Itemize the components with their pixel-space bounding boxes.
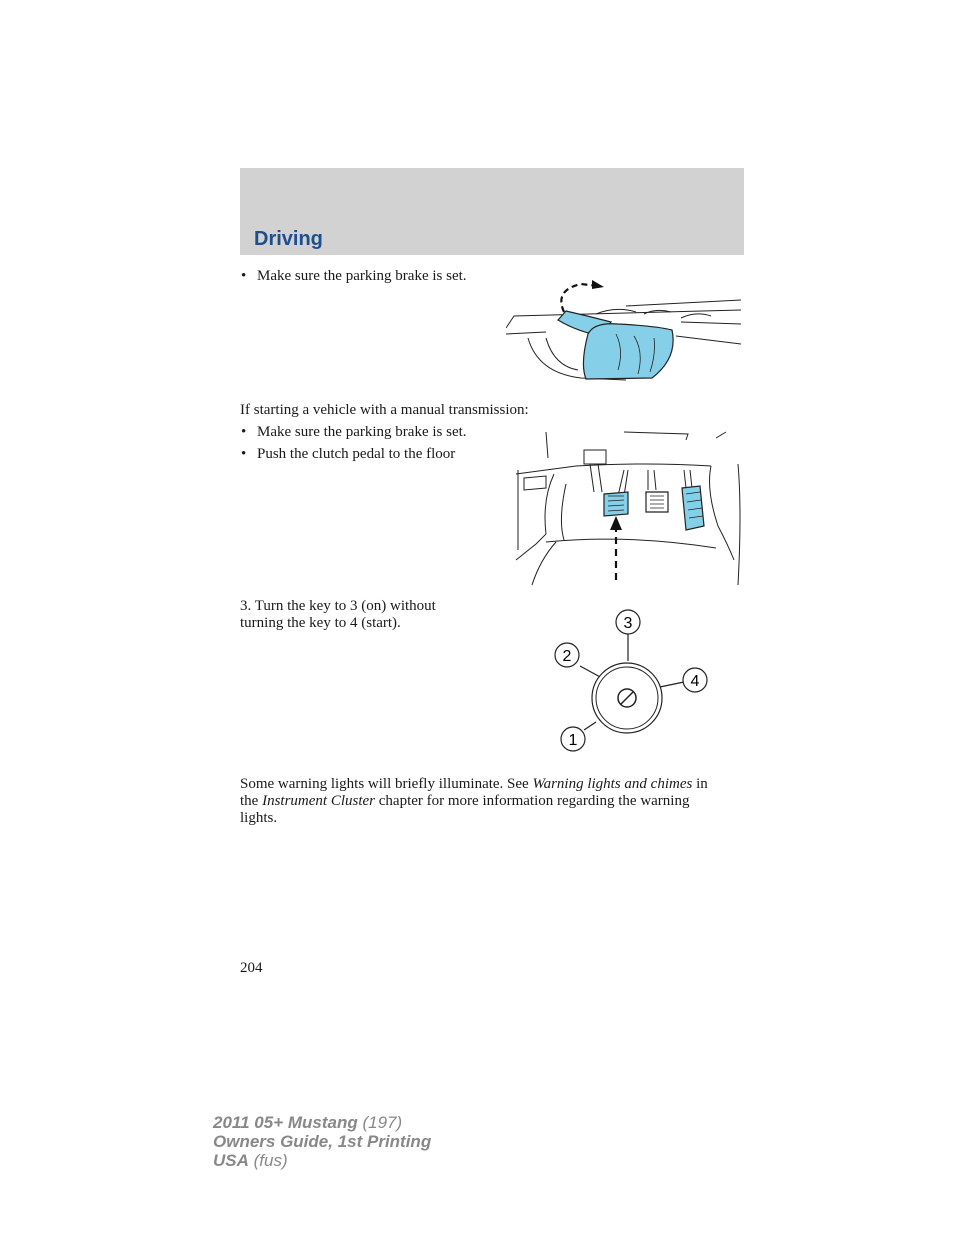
cross-reference-link: Warning lights and chimes: [532, 776, 693, 792]
note-text: Some warning lights will briefly illuminate. See: [240, 776, 533, 792]
clutch-pedal-illustration: [506, 430, 746, 585]
list-item: • Push the clutch pedal to the floor: [240, 446, 495, 463]
cross-reference-link: Instrument Cluster: [262, 793, 375, 809]
bullet-list: [240, 424, 495, 463]
manual-transmission-block: [240, 424, 495, 468]
footer-model-code: (197): [357, 1113, 403, 1132]
document-footer: [213, 1113, 431, 1170]
section-title: Driving: [254, 228, 323, 250]
note-text: in the: [240, 776, 708, 809]
position-3-label: 3: [623, 615, 633, 632]
ignition-step: 3. Turn the key to 3 (on) without turning the key to 4 (start).: [240, 598, 436, 631]
list-item: • Make sure the parking brake is set.: [240, 268, 480, 285]
parking-brake-illustration: [506, 278, 746, 383]
footer-market: USA: [213, 1151, 249, 1170]
section-header-band: [240, 168, 744, 255]
manual-transmission-intro: If starting a vehicle with a manual transmission:: [240, 402, 529, 418]
footer-edition: Owners Guide, 1st Printing: [213, 1132, 432, 1151]
warning-lights-note: [240, 776, 720, 827]
footer-model: 2011 05+ Mustang: [213, 1113, 358, 1132]
bullet-list: [240, 268, 480, 285]
position-2-label: 2: [562, 648, 572, 665]
footer-market-code: (fus): [248, 1151, 288, 1170]
parking-brake-block: [240, 268, 480, 290]
list-item: • Make sure the parking brake is set.: [240, 424, 495, 441]
position-1-label: 1: [568, 732, 578, 749]
position-4-label: 4: [690, 673, 700, 690]
ignition-switch-illustration: [550, 606, 720, 758]
page-number: 204: [240, 960, 263, 976]
note-text: chapter for more information regarding the warning lights.: [240, 793, 690, 826]
